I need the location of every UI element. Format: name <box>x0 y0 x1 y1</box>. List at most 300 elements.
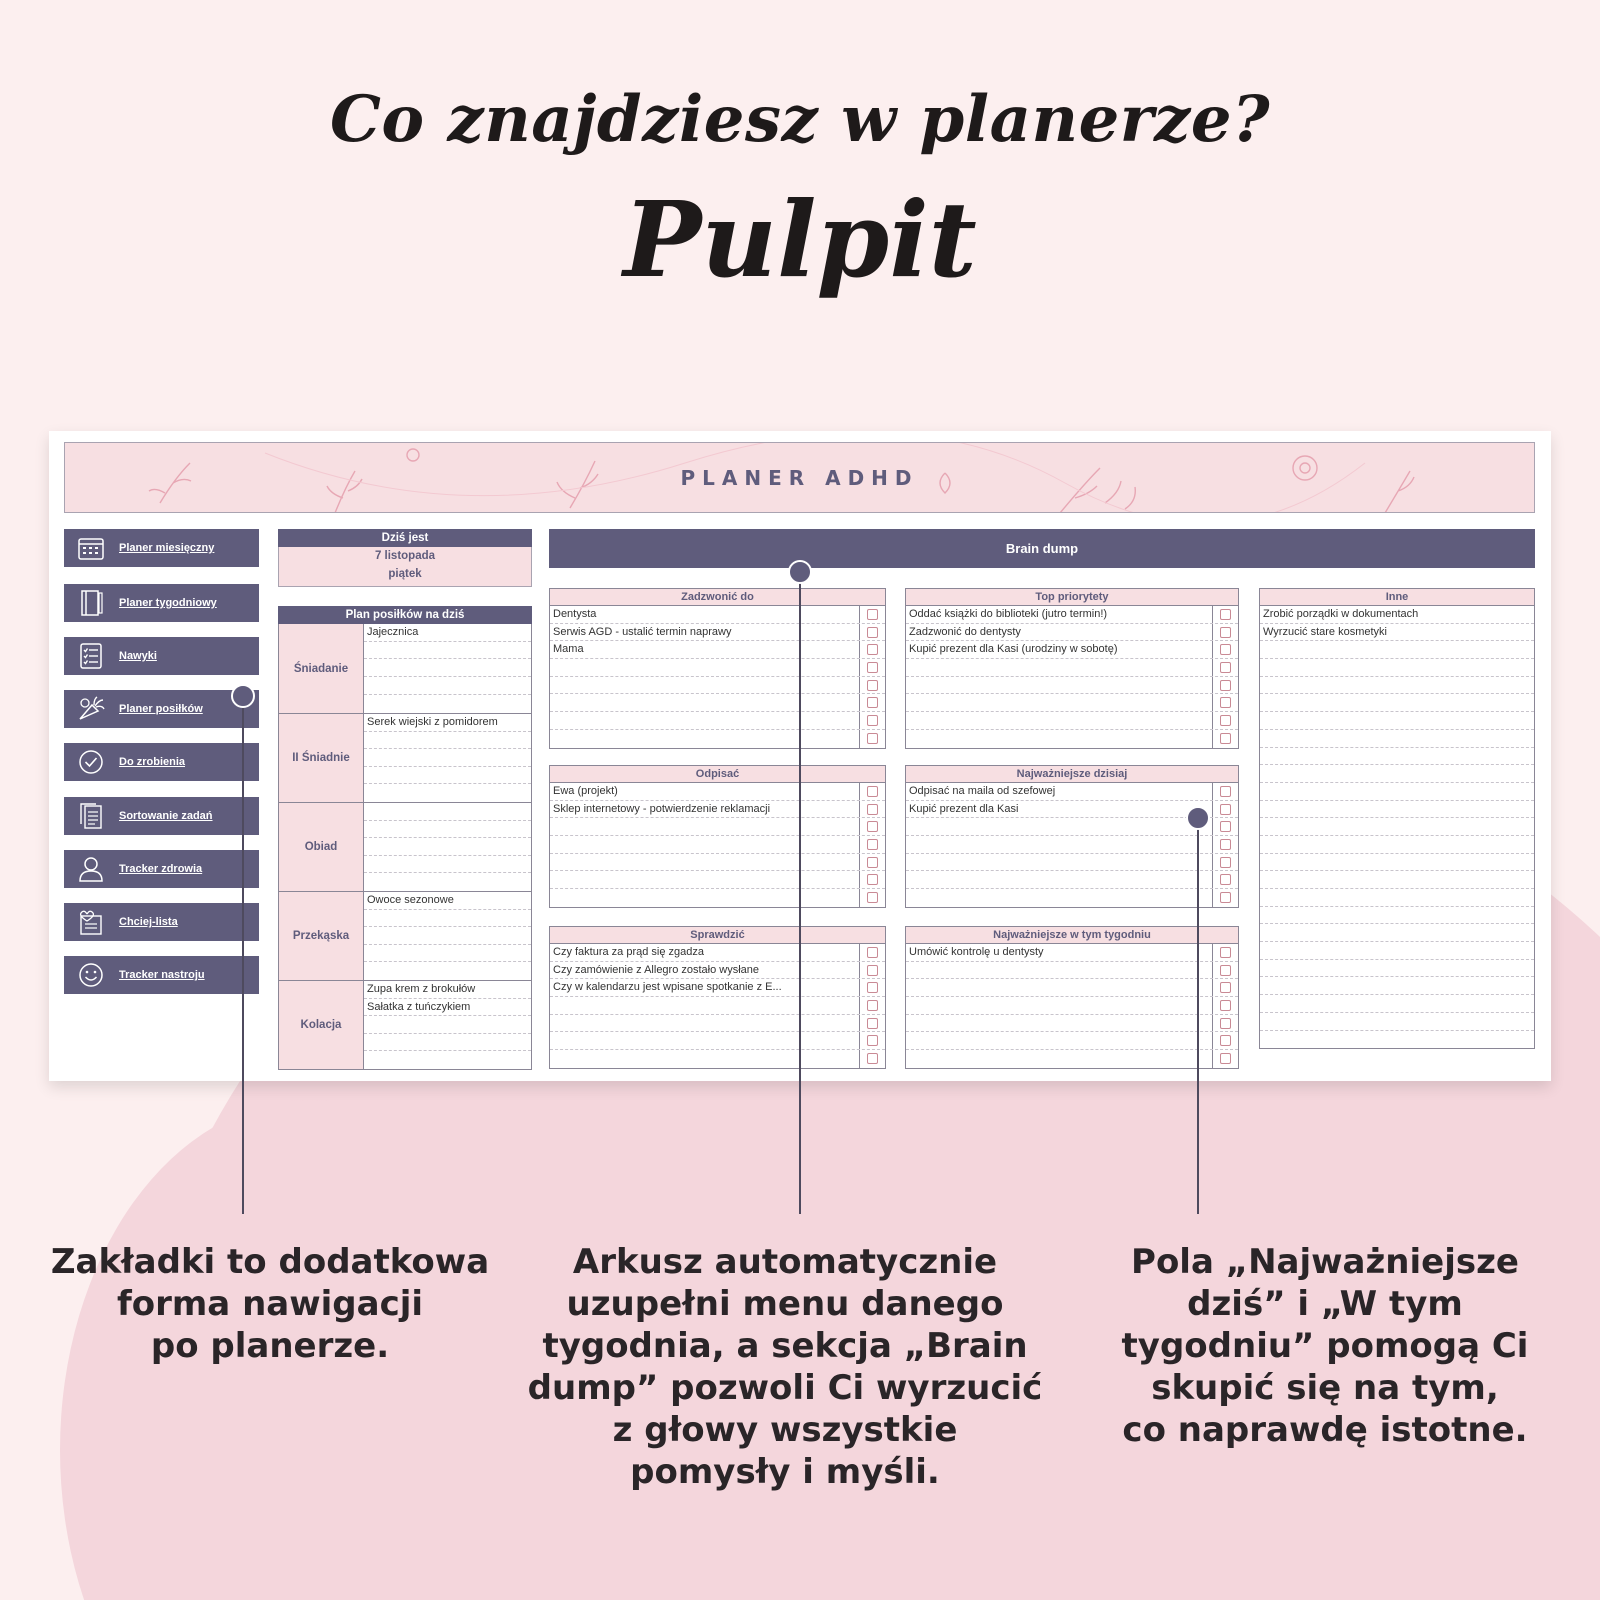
checkbox[interactable] <box>1220 627 1231 638</box>
checkbox[interactable] <box>1220 1053 1231 1064</box>
checkbox-cell <box>1212 871 1238 888</box>
meal-label: Przekąska <box>279 892 364 980</box>
meal-entry[interactable] <box>364 945 531 963</box>
list-item <box>906 854 1238 872</box>
checkbox[interactable] <box>1220 1018 1231 1029</box>
list-item <box>1260 871 1534 889</box>
checkbox-cell <box>1212 944 1238 961</box>
box-odpisac <box>549 765 886 908</box>
checkbox[interactable] <box>867 1018 878 1029</box>
list-item <box>1260 1031 1534 1049</box>
item-text[interactable]: Ewa (projekt) <box>553 785 618 797</box>
item-text[interactable] <box>550 1050 859 1068</box>
checkbox[interactable] <box>1220 821 1231 832</box>
page-title: Pulpit <box>623 178 977 301</box>
item-text[interactable] <box>906 854 1212 871</box>
checkbox[interactable] <box>867 1053 878 1064</box>
item-text[interactable] <box>1260 836 1534 853</box>
meal-entry[interactable] <box>364 821 531 839</box>
item-text[interactable] <box>1260 1013 1534 1030</box>
list-item <box>550 836 885 854</box>
checkbox[interactable] <box>867 965 878 976</box>
list-item <box>906 979 1238 997</box>
list-item <box>1260 801 1534 819</box>
meal-entry[interactable] <box>364 695 531 713</box>
item-text[interactable]: Dentysta <box>553 608 597 620</box>
item-text[interactable]: Czy faktura za prąd się zgadza <box>553 946 705 958</box>
checklist-icon <box>76 641 106 671</box>
item-text[interactable] <box>550 854 859 871</box>
checkbox-cell <box>859 783 885 800</box>
nav-label: Sortowanie zadań <box>119 810 213 822</box>
carrot-icon <box>76 694 106 724</box>
list-item <box>550 818 885 836</box>
meal-entry[interactable] <box>364 642 531 660</box>
checkbox[interactable] <box>867 874 878 885</box>
item-text[interactable]: Oddać książki do biblioteki (jutro termin!) <box>909 608 1108 620</box>
list-item <box>1260 748 1534 766</box>
meal-plan-header: Plan posiłków na dziś <box>278 606 532 624</box>
checkbox-cell <box>1212 1050 1238 1068</box>
today-body <box>278 547 532 587</box>
checkbox-cell <box>859 712 885 729</box>
item-text[interactable] <box>906 677 1212 694</box>
checkbox-cell <box>1212 712 1238 729</box>
nav-label: Tracker nastroju <box>119 969 205 981</box>
item-text[interactable] <box>906 818 1212 835</box>
smiley-icon <box>76 960 106 990</box>
checkbox[interactable] <box>867 715 878 726</box>
nav-label: Tracker zdrowia <box>119 863 203 875</box>
list-item <box>906 1050 1238 1068</box>
checkbox-cell <box>1212 818 1238 835</box>
meal-entry[interactable]: Owoce sezonowe <box>364 892 531 910</box>
checkbox-cell <box>1212 979 1238 996</box>
list-item <box>550 854 885 872</box>
item-text[interactable] <box>1260 995 1534 1012</box>
box-title: Sprawdzić <box>550 927 885 944</box>
item-text[interactable] <box>1260 677 1534 694</box>
list-item <box>1260 677 1534 695</box>
checkbox-cell <box>1212 1032 1238 1049</box>
item-text[interactable] <box>906 659 1212 676</box>
checkbox-cell <box>859 677 885 694</box>
meal-entry[interactable]: Jajecznica <box>364 624 531 642</box>
item-text[interactable] <box>1260 907 1534 924</box>
nav-tracker-nastroju[interactable] <box>64 956 259 994</box>
item-text[interactable] <box>1260 730 1534 747</box>
checkbox-cell <box>1212 659 1238 676</box>
list-item <box>550 659 885 677</box>
checkbox[interactable] <box>1220 804 1231 815</box>
box-inne <box>1259 588 1535 1049</box>
checkbox-cell <box>1212 606 1238 623</box>
meal-entry[interactable] <box>364 856 531 874</box>
item-text[interactable]: Kupić prezent dla Kasi <box>909 802 1019 815</box>
item-text[interactable]: Umówić kontrolę u dentysty <box>909 946 1044 958</box>
list-item <box>550 641 885 659</box>
list-item <box>1260 889 1534 907</box>
meal-entry[interactable] <box>364 732 531 750</box>
item-text[interactable] <box>550 730 859 748</box>
item-text[interactable]: Czy w kalendarzu jest wpisane spotkanie z E... <box>553 981 782 994</box>
list-item <box>906 694 1238 712</box>
list-item <box>550 783 885 801</box>
item-text[interactable] <box>906 694 1212 711</box>
meal-entry[interactable] <box>364 803 531 821</box>
checkbox[interactable] <box>867 982 878 993</box>
checkbox[interactable] <box>1220 1000 1231 1011</box>
nav-label: Chciej-lista <box>119 916 178 928</box>
checkbox[interactable] <box>867 839 878 850</box>
nav-label: Planer posiłków <box>119 703 203 715</box>
list-item <box>550 889 885 907</box>
list-item <box>906 712 1238 730</box>
list-item <box>906 730 1238 748</box>
item-text[interactable] <box>906 836 1212 853</box>
checkbox[interactable] <box>867 644 878 655</box>
item-text[interactable] <box>1260 889 1534 906</box>
list-item <box>906 944 1238 962</box>
item-text[interactable] <box>906 871 1212 888</box>
list-item <box>550 694 885 712</box>
item-text[interactable] <box>550 997 859 1014</box>
box-title: Najważniejsze w tym tygodniu <box>906 927 1238 944</box>
checkbox[interactable] <box>867 1035 878 1046</box>
heart-list-icon <box>76 907 106 937</box>
list-item <box>1260 694 1534 712</box>
checkbox[interactable] <box>1220 857 1231 868</box>
list-item <box>550 606 885 624</box>
nav-label: Do zrobienia <box>119 756 186 768</box>
nav-sortowanie-zadan[interactable] <box>64 797 259 835</box>
meal-entry[interactable] <box>364 677 531 695</box>
box-top-priorytety <box>905 588 1239 749</box>
item-text[interactable] <box>1260 960 1534 977</box>
item-text[interactable] <box>906 962 1212 979</box>
checkbox-cell <box>859 1032 885 1049</box>
checkbox-cell <box>859 854 885 871</box>
item-text[interactable] <box>1260 765 1534 782</box>
checkbox[interactable] <box>867 680 878 691</box>
checkbox-cell <box>859 606 885 623</box>
checkbox-cell <box>859 979 885 996</box>
list-item <box>906 836 1238 854</box>
annotation-line-left <box>242 696 244 1214</box>
planner-banner <box>64 442 1535 513</box>
list-item <box>1260 854 1534 872</box>
meal-entry[interactable] <box>364 749 531 767</box>
checkbox[interactable] <box>1220 965 1231 976</box>
list-item <box>550 801 885 819</box>
list-item <box>550 1032 885 1050</box>
list-item <box>550 871 885 889</box>
checkbox-cell <box>859 889 885 907</box>
checkbox-cell <box>1212 962 1238 979</box>
item-text[interactable] <box>1260 748 1534 765</box>
nav-tracker-zdrowia[interactable] <box>64 850 259 888</box>
list-item <box>906 624 1238 642</box>
item-text[interactable] <box>1260 818 1534 835</box>
checkbox-cell <box>859 962 885 979</box>
checkbox-cell <box>1212 783 1238 800</box>
planner-title: PLANER ADHD <box>680 466 919 490</box>
checkbox[interactable] <box>867 821 878 832</box>
item-text[interactable] <box>906 730 1212 748</box>
checkbox-cell <box>1212 1015 1238 1032</box>
item-text[interactable] <box>1260 854 1534 871</box>
meal-entry[interactable] <box>364 927 531 945</box>
nav-label: Nawyki <box>119 650 157 662</box>
today-date: 7 listopada <box>374 550 436 562</box>
item-text[interactable] <box>906 1032 1212 1049</box>
checkbox[interactable] <box>867 947 878 958</box>
list-item <box>906 783 1238 801</box>
meal-label: Kolacja <box>279 981 364 1069</box>
nav-planer-tygodniowy[interactable] <box>64 584 259 622</box>
box-sprawdzic <box>549 926 886 1069</box>
item-text[interactable] <box>1260 783 1534 800</box>
today-weekday: piątek <box>388 568 422 580</box>
caption-left: Zakładki to dodatkowa forma nawigacji po planerze. <box>50 1242 490 1366</box>
meal-label: Obiad <box>279 803 364 891</box>
list-item <box>550 712 885 730</box>
list-item <box>906 606 1238 624</box>
meal-entry[interactable] <box>364 962 531 980</box>
meal-entry[interactable] <box>364 873 531 891</box>
box-title: Inne <box>1260 589 1534 606</box>
check-circle-icon <box>76 747 106 777</box>
list-item <box>1260 977 1534 995</box>
nav-do-zrobienia[interactable] <box>64 743 259 781</box>
checkbox-cell <box>1212 997 1238 1014</box>
item-text[interactable] <box>550 836 859 853</box>
checkbox-cell <box>1212 730 1238 748</box>
item-text[interactable] <box>906 997 1212 1014</box>
list-item <box>1260 836 1534 854</box>
annotation-dot-center <box>788 560 812 584</box>
list-item <box>906 659 1238 677</box>
annotation-line-center <box>799 572 801 1214</box>
item-text[interactable]: Zadzwonić do dentysty <box>909 625 1021 638</box>
list-item <box>550 979 885 997</box>
checkbox[interactable] <box>1220 839 1231 850</box>
item-text[interactable] <box>1260 712 1534 729</box>
checkbox[interactable] <box>1220 982 1231 993</box>
box-title: Najważniejsze dzisiaj <box>906 766 1238 783</box>
list-item <box>906 889 1238 907</box>
checkbox-cell <box>1212 624 1238 641</box>
list-item <box>1260 783 1534 801</box>
brain-dump-header: Brain dump <box>549 529 1535 568</box>
item-text[interactable] <box>906 889 1212 907</box>
meal-entry[interactable]: Sałatka z tuńczykiem <box>364 999 531 1017</box>
checkbox[interactable] <box>1220 715 1231 726</box>
checkbox[interactable] <box>867 627 878 638</box>
checkbox[interactable] <box>1220 697 1231 708</box>
checkbox-cell <box>859 836 885 853</box>
item-text[interactable] <box>1260 801 1534 818</box>
item-text[interactable]: Czy zamówienie z Allegro zostało wysłane <box>553 963 760 976</box>
item-text[interactable] <box>550 889 859 907</box>
item-text[interactable]: Sklep internetowy - potwierdzenie reklamacji <box>553 802 771 815</box>
meal-entry[interactable] <box>364 1034 531 1052</box>
list-item <box>906 997 1238 1015</box>
list-item <box>1260 641 1534 659</box>
meal-entry[interactable] <box>364 767 531 785</box>
item-text[interactable] <box>906 1015 1212 1032</box>
checkbox[interactable] <box>867 733 878 744</box>
meal-row <box>279 802 531 891</box>
list-item <box>1260 1013 1534 1031</box>
item-text[interactable] <box>1260 1031 1534 1049</box>
item-text[interactable] <box>906 1050 1212 1068</box>
meal-entry[interactable] <box>364 659 531 677</box>
checkbox-cell <box>859 694 885 711</box>
list-item <box>906 871 1238 889</box>
checkbox-cell <box>859 730 885 748</box>
checkbox[interactable] <box>867 1000 878 1011</box>
checkbox[interactable] <box>1220 874 1231 885</box>
item-text[interactable] <box>1260 942 1534 959</box>
item-text[interactable] <box>550 1015 859 1032</box>
checkbox[interactable] <box>867 786 878 797</box>
meal-entry[interactable] <box>364 910 531 928</box>
checkbox[interactable] <box>1220 947 1231 958</box>
checkbox-cell <box>859 624 885 641</box>
checkbox[interactable] <box>1220 1035 1231 1046</box>
item-text[interactable] <box>1260 659 1534 676</box>
meal-entry[interactable] <box>364 838 531 856</box>
checkbox[interactable] <box>1220 892 1231 903</box>
person-icon <box>76 854 106 884</box>
list-item <box>906 1015 1238 1033</box>
item-text[interactable] <box>550 677 859 694</box>
list-item <box>906 962 1238 980</box>
item-text[interactable] <box>550 818 859 835</box>
meal-table <box>278 624 532 1070</box>
item-text[interactable] <box>550 659 859 676</box>
meal-entry[interactable] <box>364 784 531 802</box>
checkbox-cell <box>1212 889 1238 907</box>
checkbox[interactable] <box>867 662 878 673</box>
list-item <box>550 962 885 980</box>
item-text[interactable] <box>550 871 859 888</box>
list-item <box>1260 907 1534 925</box>
item-text[interactable] <box>1260 924 1534 941</box>
meal-entry[interactable] <box>364 1016 531 1034</box>
checkbox[interactable] <box>867 697 878 708</box>
item-text[interactable] <box>550 694 859 711</box>
checkbox[interactable] <box>1220 733 1231 744</box>
nav-planer-posilkow[interactable] <box>64 690 259 728</box>
list-item <box>1260 624 1534 642</box>
item-text[interactable]: Serwis AGD - ustalić termin naprawy <box>553 625 732 638</box>
nav-chciej-lista[interactable] <box>64 903 259 941</box>
box-title: Top priorytety <box>906 589 1238 606</box>
list-item <box>550 1015 885 1033</box>
item-text[interactable] <box>550 712 859 729</box>
checkbox-cell <box>859 871 885 888</box>
item-text[interactable] <box>1260 871 1534 888</box>
documents-icon <box>76 801 106 831</box>
caption-center: Arkusz automatycznie uzupełni menu danego tygodnia, a sekcja „Brain dump” pozwoli Ci wyrzucić z głowy wszystkie pomysły i myśli. <box>527 1242 1043 1492</box>
checkbox-cell <box>859 641 885 658</box>
list-item <box>550 677 885 695</box>
checkbox[interactable] <box>1220 786 1231 797</box>
list-item <box>550 730 885 748</box>
list-item <box>906 677 1238 695</box>
nav-label: Planer tygodniowy <box>119 597 217 609</box>
meal-row <box>279 713 531 802</box>
annotation-dot-right <box>1186 806 1210 830</box>
nav-label: Planer miesięczny <box>119 542 215 554</box>
item-text[interactable] <box>1260 641 1534 658</box>
box-title: Odpisać <box>550 766 885 783</box>
item-text[interactable] <box>1260 694 1534 711</box>
checkbox-cell <box>1212 801 1238 818</box>
checkbox[interactable] <box>867 609 878 620</box>
caption-right: Pola „Najważniejsze dziś” i „W tym tygodniu” pomogą Ci skupić się na tym, co naprawdę istotne. <box>1121 1242 1529 1450</box>
list-item <box>906 1032 1238 1050</box>
meal-row <box>279 891 531 980</box>
list-item <box>550 997 885 1015</box>
list-item <box>1260 712 1534 730</box>
item-text[interactable]: Wyrzucić stare kosmetyki <box>1263 625 1387 638</box>
checkbox[interactable] <box>1220 662 1231 673</box>
item-text[interactable]: Zrobić porządki w dokumentach <box>1263 608 1419 620</box>
list-item <box>550 1050 885 1068</box>
box-title: Zadzwonić do <box>550 589 885 606</box>
meal-entry[interactable]: Serek wiejski z pomidorem <box>364 714 531 732</box>
meal-entry[interactable] <box>364 1051 531 1069</box>
box-najwazniejsze-w-tym-tygodniu <box>905 926 1239 1069</box>
headline: Co znajdziesz w planerze? <box>329 82 1271 157</box>
list-item <box>1260 818 1534 836</box>
item-text[interactable]: Odpisać na maila od szefowej <box>909 785 1056 797</box>
item-text[interactable] <box>906 979 1212 996</box>
checkbox-cell <box>859 801 885 818</box>
checkbox[interactable] <box>867 892 878 903</box>
checkbox[interactable] <box>1220 609 1231 620</box>
item-text[interactable] <box>906 712 1212 729</box>
list-item <box>1260 765 1534 783</box>
nav-planer-miesieczny[interactable] <box>64 529 259 567</box>
checkbox-cell <box>1212 641 1238 658</box>
item-text[interactable] <box>1260 977 1534 994</box>
list-item <box>1260 960 1534 978</box>
annotation-dot-left <box>231 684 255 708</box>
meal-row <box>279 624 531 713</box>
meal-entry[interactable]: Zupa krem z brokułów <box>364 981 531 999</box>
checkbox[interactable] <box>867 804 878 815</box>
nav-nawyki[interactable] <box>64 637 259 675</box>
list-item <box>550 944 885 962</box>
checkbox[interactable] <box>1220 644 1231 655</box>
list-item <box>550 624 885 642</box>
checkbox-cell <box>859 1015 885 1032</box>
item-text[interactable] <box>550 1032 859 1049</box>
checkbox[interactable] <box>867 857 878 868</box>
meal-label: Śniadanie <box>279 624 364 713</box>
calendar-icon <box>76 533 106 563</box>
item-text[interactable]: Mama <box>553 643 584 656</box>
list-item <box>1260 995 1534 1013</box>
checkbox-cell <box>1212 677 1238 694</box>
item-text[interactable]: Kupić prezent dla Kasi (urodziny w sobotę) <box>909 643 1118 656</box>
list-item <box>1260 730 1534 748</box>
checkbox[interactable] <box>1220 680 1231 691</box>
